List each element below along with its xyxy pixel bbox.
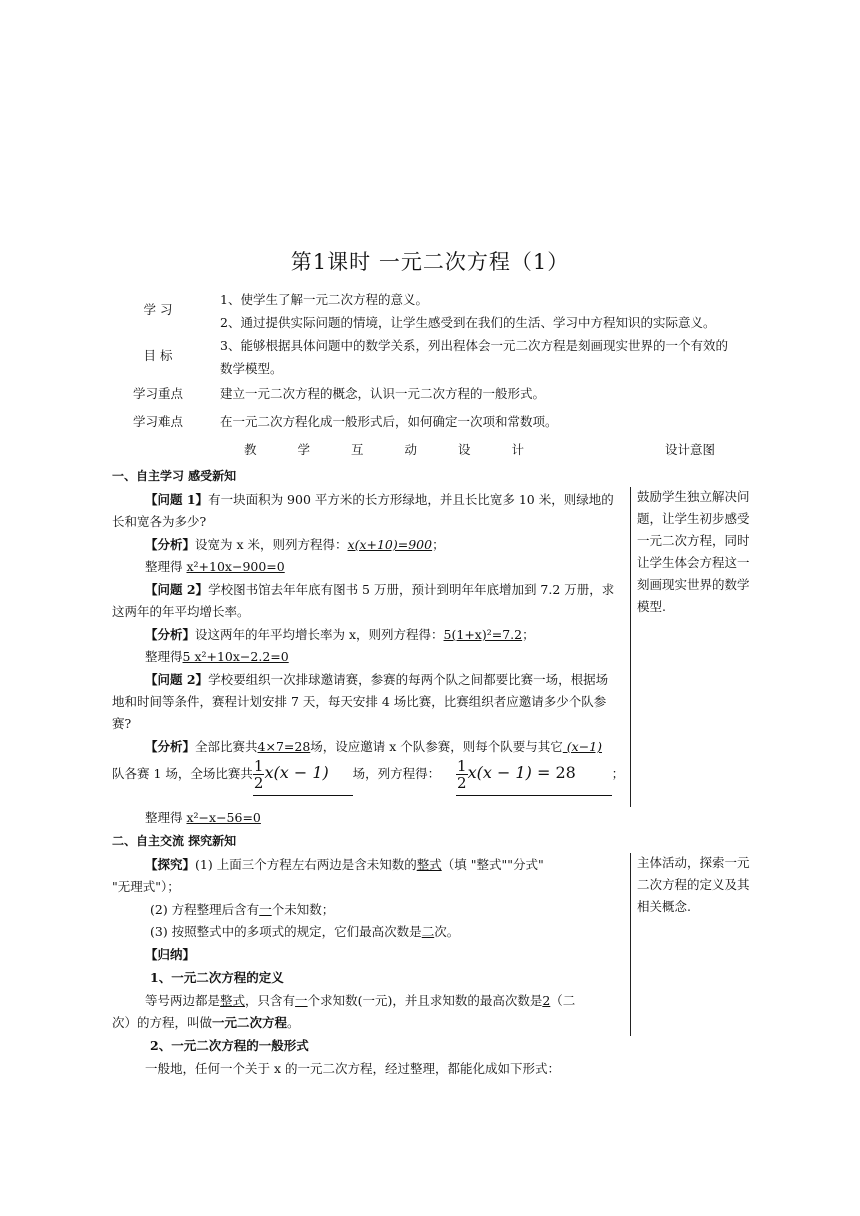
objective-item: 1、使学生了解一元二次方程的意义。 xyxy=(220,292,428,307)
design-intent-1: 鼓励学生独立解决问题，让学生初步感受一元二次方程，同时让学生体会方程这一刻画现实世界的数学模型. xyxy=(637,489,750,614)
column-divider xyxy=(630,853,631,1036)
problem3-line: 地和时间等条件，赛程计划安排 7 天，每天安排 4 场比赛，比赛组织者应邀请多少个队参 xyxy=(112,694,607,709)
answer-blank: 整式 xyxy=(220,993,246,1008)
fraction-half: $\frac{1}{2}$ xyxy=(253,757,264,792)
section2-heading: 二、自主交流 探究新知 xyxy=(112,834,237,848)
definition-line: 次）的方程，叫做一元二次方程。 xyxy=(112,1015,300,1030)
problem2-line: 【问题 2】学校图书馆去年年底有图书 5 万册，预计到明年年底增加到 7.2 万册，求 xyxy=(145,582,615,597)
result1-line: 整理得 x²+10x−900=0 xyxy=(145,559,285,574)
problem1-line: 【问题 1】有一块面积为 900 平方米的长方形绿地，并且长比宽多 10 米，则绿地的 xyxy=(145,492,614,507)
key-point-text: 建立一元二次方程的概念，认识一元二次方程的一般形式。 xyxy=(220,386,546,401)
explore-line: (2) 方程整理后含有一个未知数； xyxy=(150,902,335,917)
answer-blank: x(x+10)=900 xyxy=(347,537,433,552)
objective-item: 数学模型。 xyxy=(220,361,283,376)
difficulty-text: 在一元二次方程化成一般形式后，如何确定一次项和常数项。 xyxy=(220,414,558,429)
answer-blank: 一 xyxy=(295,993,308,1008)
definition-term: 一元二次方程 xyxy=(212,1015,288,1030)
answer-blank: 4×7=28 xyxy=(257,739,311,754)
result2-line: 整理得5 x²+10x−2.2=0 xyxy=(145,649,289,664)
fraction-half: $\frac{1}{2}$ xyxy=(457,757,467,792)
answer-blank: 5(1+x)²=7.2 xyxy=(443,627,523,642)
analysis3-line: 【分析】全部比赛共4×7=28场，设应邀请 x 个队参赛，则每个队要与其它 (x−1) xyxy=(145,739,602,754)
problem3-line: 赛? xyxy=(112,716,132,731)
objectives-label-bottom: 目 标 xyxy=(143,348,173,363)
problem3-line: 【问题 2】学校要组织一次排球邀请赛，参赛的每两个队之间都要比赛一场，根据场 xyxy=(145,672,609,687)
page-title: 第1课时 一元二次方程（1） xyxy=(290,250,570,274)
answer-blank: 一 xyxy=(259,902,272,917)
objective-item: 2、通过提供实际问题的情境，让学生感受到在我们的生活、学习中方程知识的实际意义。 xyxy=(220,315,716,330)
design-intent-2: 主体活动，探索一元二次方程的定义及其相关概念. xyxy=(637,855,750,914)
table-header-side: 设计意图 xyxy=(665,442,716,457)
key-point-label: 学习重点 xyxy=(132,386,183,401)
summary-tag: 【归纳】 xyxy=(145,947,196,962)
answer-blank: 2 xyxy=(542,993,551,1008)
explore-line: 【探究】(1) 上面三个方程左右两边是含未知数的整式（填 "整式""分式" xyxy=(145,857,544,872)
table-header-main: 教学互动设计 xyxy=(244,442,566,457)
column-divider xyxy=(630,487,631,807)
section1-heading: 一、自主学习 感受新知 xyxy=(112,469,237,483)
analysis2-line: 【分析】设这两年的年平均增长率为 x，则列方程得：5(1+x)²=7.2； xyxy=(145,627,535,642)
answer-blank: (x−1) xyxy=(562,739,602,754)
answer-blank: 整式 xyxy=(416,857,442,872)
objectives-label-top: 学 习 xyxy=(143,302,173,317)
answer-blank: x²−x−56=0 xyxy=(186,810,261,825)
answer-blank: 5 x²+10x−2.2=0 xyxy=(182,649,289,664)
analysis3-equation-line: 队各赛 1 场，全场比赛共 $\frac{1}{2}$ x(x − 1) 场，列方程得： $\frac{1}{2}$ x(x − 1) = 28 ； xyxy=(112,758,624,796)
general-form-text: 一般地，任何一个关于 x 的一元二次方程，经过整理，都能化成如下形式： xyxy=(145,1061,560,1076)
definition-line: 等号两边都是整式，只含有一个求知数(一元)，并且求知数的最高次数是2（二 xyxy=(145,993,576,1008)
definition-heading: 1、一元二次方程的定义 xyxy=(150,970,284,985)
result3-line: 整理得 x²−x−56=0 xyxy=(145,810,261,825)
answer-blank: 二 xyxy=(421,924,435,939)
answer-blank: x²+10x−900=0 xyxy=(186,559,285,574)
general-form-heading: 2、一元二次方程的一般形式 xyxy=(150,1038,309,1053)
problem2-line: 这两年的年平均增长率。 xyxy=(112,604,250,619)
analysis1-line: 【分析】设宽为 x 米，则列方程得：x(x+10)=900； xyxy=(145,537,445,552)
difficulty-label: 学习难点 xyxy=(132,414,183,429)
objective-item: 3、能够根据具体问题中的数学关系，列出程体会一元二次方程是刻画现实世界的一个有效的 xyxy=(220,338,728,353)
explore-line: (3) 按照整式中的多项式的规定，它们最高次数是二次。 xyxy=(150,924,460,939)
explore-line: "无理式"）； xyxy=(112,879,180,894)
problem1-line: 长和宽各为多少? xyxy=(112,514,207,529)
